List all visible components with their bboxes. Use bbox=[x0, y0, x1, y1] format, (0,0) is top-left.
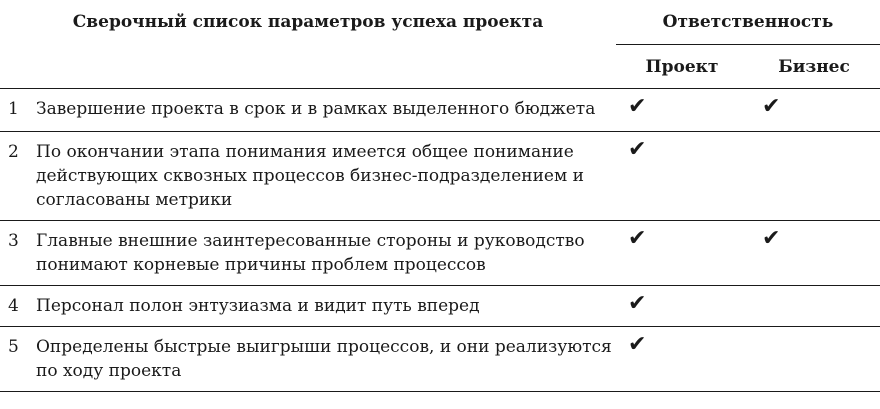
row-number: 2 bbox=[0, 132, 30, 221]
row-text: Определены быстрые выигрыши процессов, и они реализуются по ходу проекта bbox=[30, 327, 616, 392]
table-title: Сверочный список параметров успеха проекта bbox=[72, 12, 544, 33]
checkmark-icon: ✔ bbox=[628, 332, 647, 357]
checkmark-icon: ✔ bbox=[628, 226, 647, 251]
project-column-header: Проект bbox=[616, 45, 748, 89]
business-check-cell bbox=[748, 89, 880, 132]
checkmark-icon: ✔ bbox=[628, 94, 647, 119]
project-check-cell bbox=[616, 286, 748, 327]
checkmark-icon: ✔ bbox=[762, 226, 781, 251]
table-row bbox=[0, 132, 880, 221]
business-check-cell bbox=[748, 286, 880, 327]
row-number: 4 bbox=[0, 286, 30, 327]
business-column-header: Бизнес bbox=[748, 45, 880, 89]
row-text: Завершение проекта в срок и в рамках выделенного бюджета bbox=[30, 89, 616, 132]
checkmark-icon: ✔ bbox=[628, 137, 647, 162]
table-row bbox=[0, 286, 880, 327]
row-number: 3 bbox=[0, 221, 30, 286]
row-number: 5 bbox=[0, 327, 30, 392]
project-check-cell bbox=[616, 89, 748, 132]
table-row bbox=[0, 221, 880, 286]
business-check-cell bbox=[748, 327, 880, 392]
checkmark-icon: ✔ bbox=[628, 291, 647, 316]
project-check-cell bbox=[616, 221, 748, 286]
row-text: По окончании этапа понимания имеется общее понимание действующих сквозных процессов бизнес-подразделением и согласованы метрики bbox=[30, 132, 616, 221]
header-spacer bbox=[0, 45, 616, 89]
row-text: Главные внешние заинтересованные стороны и руководство понимают корневые причины проблем процессов bbox=[30, 221, 616, 286]
checkmark-icon: ✔ bbox=[762, 94, 781, 119]
table-row bbox=[0, 327, 880, 392]
table-row bbox=[0, 89, 880, 132]
responsibility-header: Ответственность bbox=[616, 0, 880, 45]
row-text: Персонал полон энтузиазма и видит путь вперед bbox=[30, 286, 616, 327]
row-number: 1 bbox=[0, 89, 30, 132]
business-check-cell bbox=[748, 221, 880, 286]
project-check-cell bbox=[616, 132, 748, 221]
project-check-cell bbox=[616, 327, 748, 392]
business-check-cell bbox=[748, 132, 880, 221]
